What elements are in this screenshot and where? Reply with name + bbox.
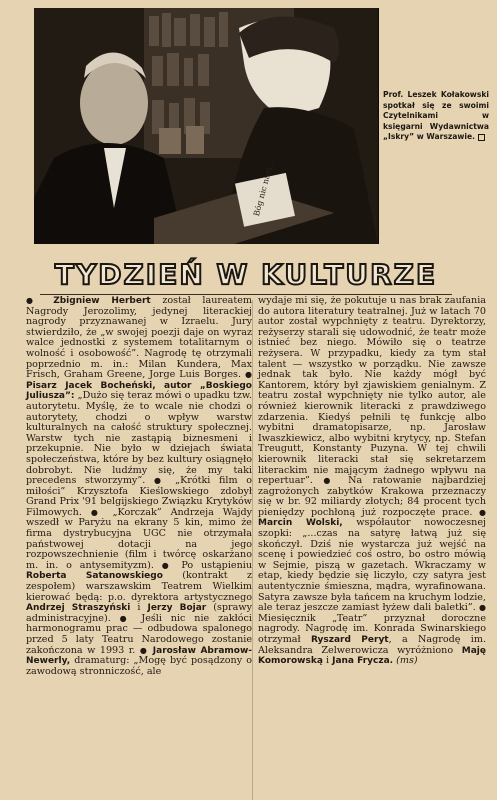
name-herbert: Zbigniew Herbert bbox=[53, 296, 151, 306]
text-teatr-awards: Miesięcznik „Teatr” przyznał doroczne nagrody. Nagrodę im. Konrada Swinarskiego otrzymał bbox=[258, 612, 486, 645]
name-komorowska: Maję Komorowską bbox=[258, 645, 486, 667]
photo-caption bbox=[383, 90, 489, 143]
text-abramow: dramaturg: „Mogę być posądzony o zawodową stronniczość, ale bbox=[26, 655, 252, 677]
bullet-icon: ● bbox=[90, 507, 104, 517]
bullet-icon: ● bbox=[153, 476, 167, 486]
text-abramow-cont: wydaje mi się, że pokutuje u nas brak zaufania do autora literatury teatralnej. Już w latach 70 autor został wypchnięty z teatru. Dyrektorzy, reżyserzy starali się udowodnić, że teatr może istnieć bez niego. Mówiło się o teatrze reżysera. W przypadku, kiedy za tym stał talent — wszystko w porządku. Nie zawsze jednak tak było. Nie każdy mógł być Kantorem, który był zjawiskiem genialnym. Z teatru został wypchnięty nie tylko autor, ale również kierownik literacki z prawdziwego zdarzenia. Kiedyś pełnili tę funkcję albo wybitni dramatopisarze, np. Jarosław Iwaszkiewicz, albo wybitni krytycy, np. Stefan Treugutt, Konstanty Puzyna. W tej chwili kierownik literacki stał się sekretarzem literackim nie mającym żadnego wpływu na repertuar”. bbox=[258, 295, 486, 487]
caption-text: Prof. Leszek Kołakowski spotkał się ze swoimi Czytelnikami w księgarni Wydawnictwa „Iskry” w Warszawie. bbox=[383, 90, 489, 141]
author-signature: (ms) bbox=[396, 655, 418, 667]
photo-illustration bbox=[34, 8, 378, 244]
bullet-icon: ● bbox=[26, 296, 42, 305]
text-krakow: Na ratowanie najbardziej zagrożonych zabytków Krakowa przeznaczy się w br. 92 miliardy złotych; 84 procent tych pieniędzy pochłoną już rozpoczęte prace. bbox=[258, 475, 486, 518]
heading-title: TYDZIEŃ W KULTURZE bbox=[54, 258, 438, 291]
bullet-icon: ● bbox=[245, 370, 252, 380]
text-satanowski-lead: Po ustąpieniu bbox=[181, 559, 252, 571]
article-column-left bbox=[26, 296, 252, 677]
end-square-icon bbox=[478, 134, 485, 141]
text-kieslowski: „Krótki film o miłości” Krzysztofa Kieślowskiego zdobył Grand Prix '91 belgijskiego Związku Krytyków Filmowych. bbox=[26, 475, 252, 518]
bullet-icon: ● bbox=[323, 476, 338, 486]
left-column-text bbox=[26, 296, 252, 677]
bullet-icon: ● bbox=[119, 613, 133, 623]
column-divider bbox=[252, 300, 253, 800]
bullet-icon: ● bbox=[479, 507, 486, 517]
text-herbert: został laureatem Nagrody Jerozolimy, jedynej literackiej nagrody przyznawanej w Izraelu. Jury stwierdziło, że „w swojej poezji daje on wyraz walce jednostki z systemem totalitarnym o wolność i osobowość”. Nagrodę tę otrzymali poprzednio m. in.: Milan Kundera, Max Frisch, Graham Greene, Jorge Luis Borges. bbox=[26, 295, 253, 381]
name-straszynski: Andrzej Straszyński bbox=[26, 603, 131, 614]
book-spine-text: Bóg nic nam... bbox=[251, 158, 276, 218]
text-korczak: „Korczak” Andrzeja Wajdy wszedł w Paryżu na ekrany 5 kin, mimo że firma dystrybucyjna UGC nie otrzymała państwowej dotacji na jego rozpowszechnienie (film i twórcę oskarżano m. in. o antysemityzm). bbox=[26, 506, 253, 571]
bullet-icon: ● bbox=[161, 560, 174, 570]
name-satanowski: Roberta Satanowskiego bbox=[26, 571, 163, 582]
heading-lettering bbox=[40, 254, 452, 294]
bullet-icon: ● bbox=[139, 645, 149, 655]
name-bojar: Jerzy Bojar bbox=[147, 603, 207, 614]
text-satanowski: (kontrakt z zespołem) warszawskim Teatrem Wielkim kierować będą: p.o. dyrektora artystycznego bbox=[26, 570, 252, 603]
text-wolski: współautor nowoczesnej szopki: „...czas na satyrę łatwą już się skończył. Dziś nie wystarcza już wejść na scenę i powiedzieć coś ostro, bo ostro mówią w Sejmie, piszą w gazetach. Wkraczamy w etap, kiedy będzie się liczyło, czy satyra jest autentycznie śmieszna, mądra, wyrafinowana. Satyra zawsze była tańcem na kruchym lodzie, ale teraz jeszcze zamiast łyżew dali baletki”. bbox=[258, 517, 486, 614]
photo-bookstore-meeting bbox=[34, 8, 379, 244]
name-abramow: Jarosław Abramow-Newerly, bbox=[26, 645, 252, 667]
text-bojar: (sprawy administracyjne). bbox=[26, 602, 252, 624]
text-bochenski: „Dużo się teraz mówi o upadku tzw. autorytetu. Myślę, że to wcale nie chodzi o autorytety, chodzi o wpływ warstw kulturalnych na całość struktury społecznej. Warstw tych nie zastąpią biznesmeni i przekupnie. Nie było w dziejach świata społeczeństwa, które by bez kultury osiągnęło dobrobyt. Nie ludźmy się, że my taki precedens stworzymy”. bbox=[26, 390, 252, 487]
name-peryt: Ryszard Peryt bbox=[310, 635, 389, 645]
name-bochenski: Pisarz Jacek Bocheński, autor „Boskiego Juliusza”: bbox=[26, 380, 252, 402]
text-zelwerowicz: , a Nagrodę im. Aleksandra Zelwerowicza wyróżniono bbox=[258, 634, 486, 656]
section-heading bbox=[40, 254, 452, 295]
text-and-2: i bbox=[322, 655, 333, 667]
bullet-icon: ● bbox=[479, 603, 486, 613]
name-wolski: Marcin Wolski, bbox=[258, 518, 343, 529]
text-teatr-narodowy: Jeśli nic nie zakłóci harmonogramu prac — odbudowa spalonego przed 5 laty Teatru Narodowego zostanie zakończona w 1993 r. bbox=[26, 612, 252, 656]
right-column-text bbox=[258, 296, 486, 667]
name-frycz: Jana Frycza. bbox=[332, 656, 394, 667]
text-and: i bbox=[130, 602, 148, 614]
article-column-right bbox=[258, 296, 486, 667]
